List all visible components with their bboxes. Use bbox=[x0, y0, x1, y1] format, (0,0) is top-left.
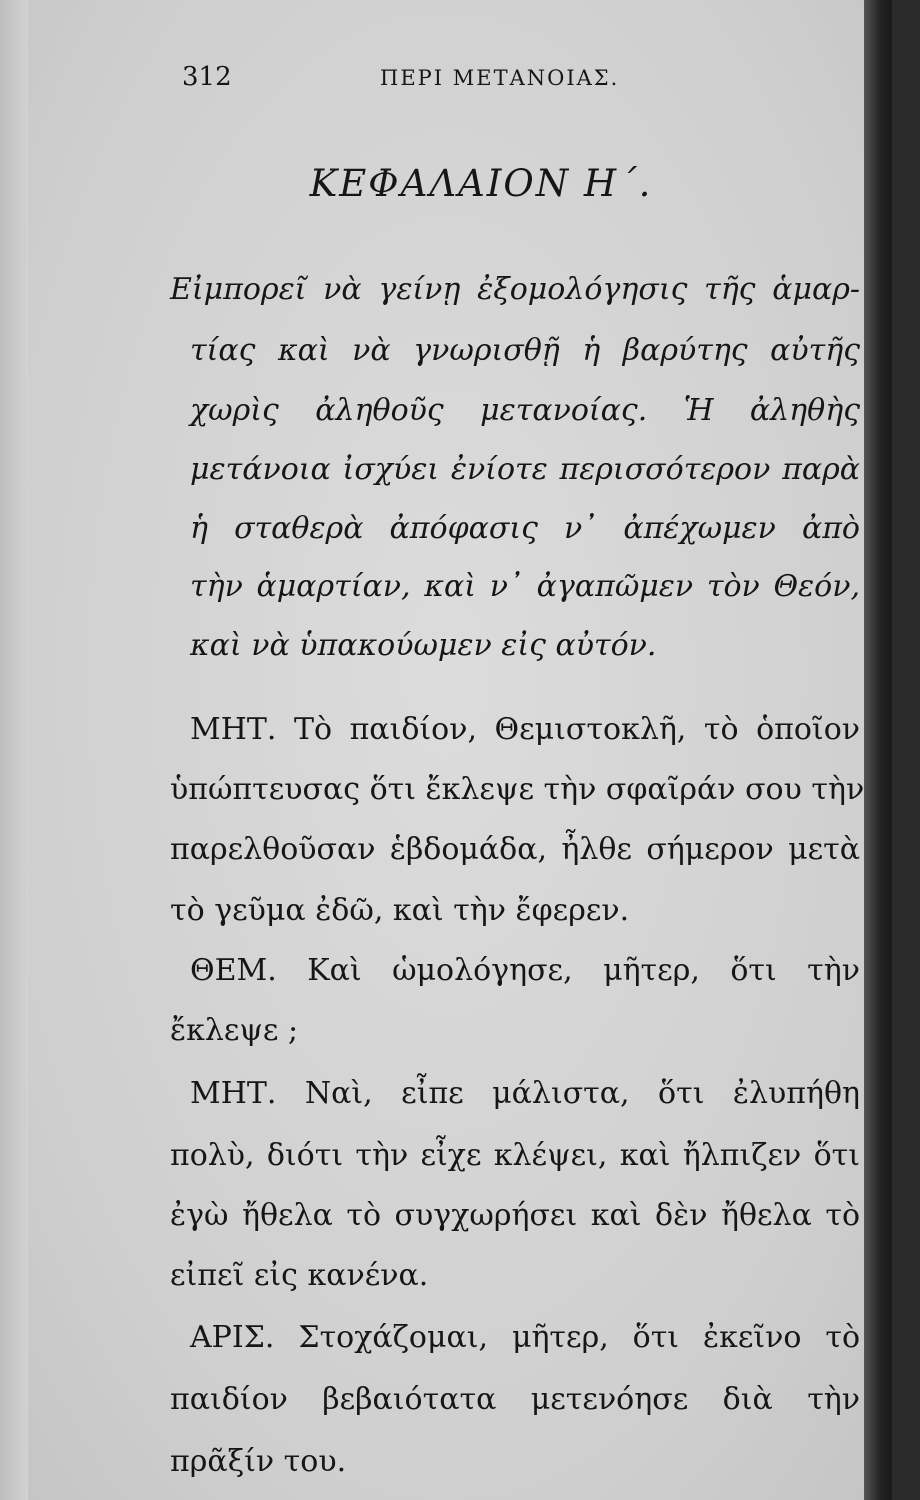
dialogue-line: ΜΗΤ. Ναὶ, εἶπε μάλιστα, ὅτι ἐλυπήθη bbox=[190, 1076, 860, 1111]
page-gutter bbox=[0, 0, 28, 1500]
intro-line: τὴν ἁμαρτίαν, καὶ ν᾽ ἀγαπῶμεν τὸν Θεόν, bbox=[190, 569, 860, 604]
intro-line: χωρὶς ἀληθοῦς μετανοίας. Ἡ ἀληθὴς bbox=[190, 393, 860, 428]
dialogue-line: ὑπώπτευσας ὅτι ἔκλεψε τὴν σφαῖράν σου τὴν bbox=[170, 772, 865, 807]
chapter-title: ΚΕΦΑΛΑΙΟΝ Η΄. bbox=[309, 162, 653, 205]
dialogue-line: παρελθοῦσαν ἑβδομάδα, ἦλθε σήμερον μετὰ bbox=[170, 832, 860, 867]
intro-line: τίας καὶ νὰ γνωρισθῇ ἡ βαρύτης αὐτῆς bbox=[190, 333, 860, 368]
intro-line: ἡ σταθερὰ ἀπόφασις ν᾽ ἀπέχωμεν ἀπὸ bbox=[190, 511, 860, 546]
dialogue-line: εἰπεῖ εἰς κανένα. bbox=[170, 1258, 429, 1293]
dialogue-line: ἔκλεψε ; bbox=[170, 1013, 299, 1048]
running-header bbox=[0, 62, 892, 102]
intro-line: Εἰμπορεῖ νὰ γείνῃ ἐξομολόγησις τῆς ἁμαρ- bbox=[170, 272, 860, 307]
dialogue-line: πολὺ, διότι τὴν εἶχε κλέψει, καὶ ἤλπιζεν ὅτι bbox=[170, 1138, 860, 1173]
dialogue-line: ΜΗΤ. Τὸ παιδίον, Θεμιστοκλῆ, τὸ ὁποῖον bbox=[190, 712, 860, 747]
dialogue-line: πρᾶξίν του. bbox=[170, 1444, 347, 1479]
intro-line: μετάνοια ἰσχύει ἐνίοτε περισσότερον παρὰ bbox=[190, 452, 860, 487]
dialogue-line: τὸ γεῦμα ἐδῶ, καὶ τὴν ἔφερεν. bbox=[170, 893, 630, 928]
dialogue-line: παιδίον βεβαιότατα μετενόησε διὰ τὴν bbox=[170, 1382, 860, 1417]
page-edge-shadow bbox=[864, 0, 892, 1500]
page-number: 312 bbox=[182, 62, 232, 92]
running-title: ΠΕΡΙ ΜΕΤΑΝΟΙΑΣ. bbox=[380, 66, 620, 90]
dialogue-line: ΘΕΜ. Καὶ ὡμολόγησε, μῆτερ, ὅτι τὴν bbox=[190, 953, 860, 988]
dialogue-line: ΑΡΙΣ. Στοχάζομαι, μῆτερ, ὅτι ἐκεῖνο τὸ bbox=[190, 1320, 860, 1355]
dialogue-line: ἐγὼ ἤθελα τὸ συγχωρήσει καὶ δὲν ἤθελα τὸ bbox=[170, 1198, 860, 1233]
intro-line: καὶ νὰ ὑπακούωμεν εἰς αὐτόν. bbox=[190, 628, 657, 663]
